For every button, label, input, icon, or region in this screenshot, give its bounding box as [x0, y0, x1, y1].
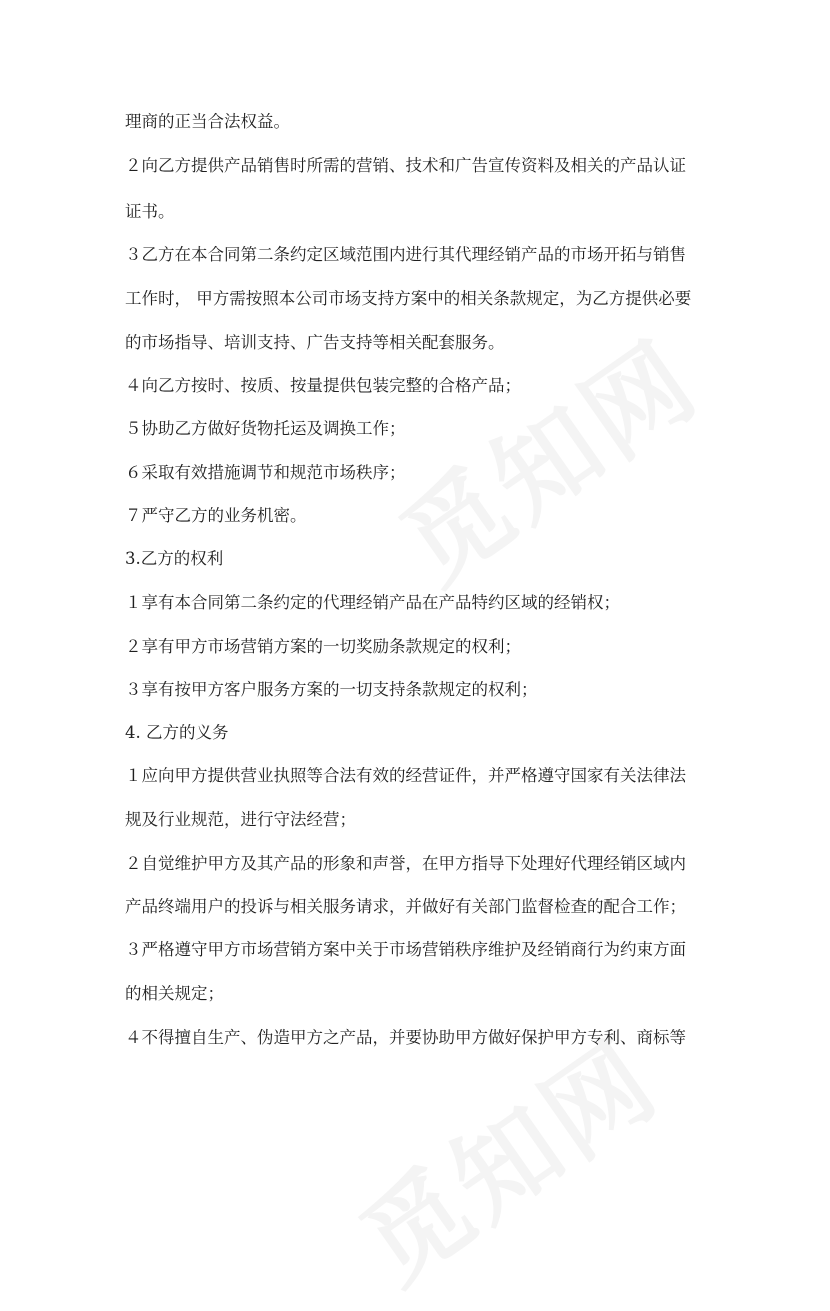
- text-line: ４向乙方按时、按质、按量提供包装完整的合格产品；: [125, 376, 521, 395]
- text-line: ４不得擅自生产、伪造甲方之产品，并要协助甲方做好保护甲方专利、商标等: [125, 1028, 686, 1047]
- text-line: 的市场指导、培训支持、广告支持等相关配套服务。: [125, 333, 505, 352]
- text-line: ７严守乙方的业务机密。: [125, 506, 307, 525]
- text-line: ２向乙方提供产品销售时所需的营销、技术和广告宣传资料及相关的产品认证: [125, 156, 686, 175]
- section-heading: 3.乙方的权利: [125, 549, 224, 568]
- text-line: 的相关规定；: [125, 984, 224, 1003]
- text-line: 证书。: [125, 202, 175, 221]
- text-line: ３乙方在本合同第二条约定区域范围内进行其代理经销产品的市场开拓与销售: [125, 245, 686, 264]
- text-line: ３严格遵守甲方市场营销方案中关于市场营销秩序维护及经销商行为约束方面: [125, 940, 686, 959]
- text-line: 规及行业规范，进行守法经营；: [125, 810, 356, 829]
- section-heading: 4. 乙方的义务: [125, 723, 229, 742]
- text-line: ２自觉维护甲方及其产品的形象和声誉，在甲方指导下处理好代理经销区域内: [125, 854, 686, 873]
- text-line: 产品终端用户的投诉与相关服务请求，并做好有关部门监督检查的配合工作；: [125, 897, 686, 916]
- text-line: １应向甲方提供营业执照等合法有效的经营证件，并严格遵守国家有关法律法: [125, 766, 686, 785]
- text-line: ２享有甲方市场营销方案的一切奖励条款规定的权利；: [125, 637, 521, 656]
- text-line: 工作时， 甲方需按照本公司市场支持方案中的相关条款规定，为乙方提供必要: [125, 289, 692, 308]
- text-line: ３享有按甲方客户服务方案的一切支持条款规定的权利；: [125, 680, 538, 699]
- text-line: 理商的正当合法权益。: [125, 112, 290, 131]
- text-line: ６采取有效措施调节和规范市场秩序；: [125, 463, 406, 482]
- text-line: １享有本合同第二条约定的代理经销产品在产品特约区域的经销权；: [125, 593, 620, 612]
- text-line: ５协助乙方做好货物托运及调换工作；: [125, 419, 406, 438]
